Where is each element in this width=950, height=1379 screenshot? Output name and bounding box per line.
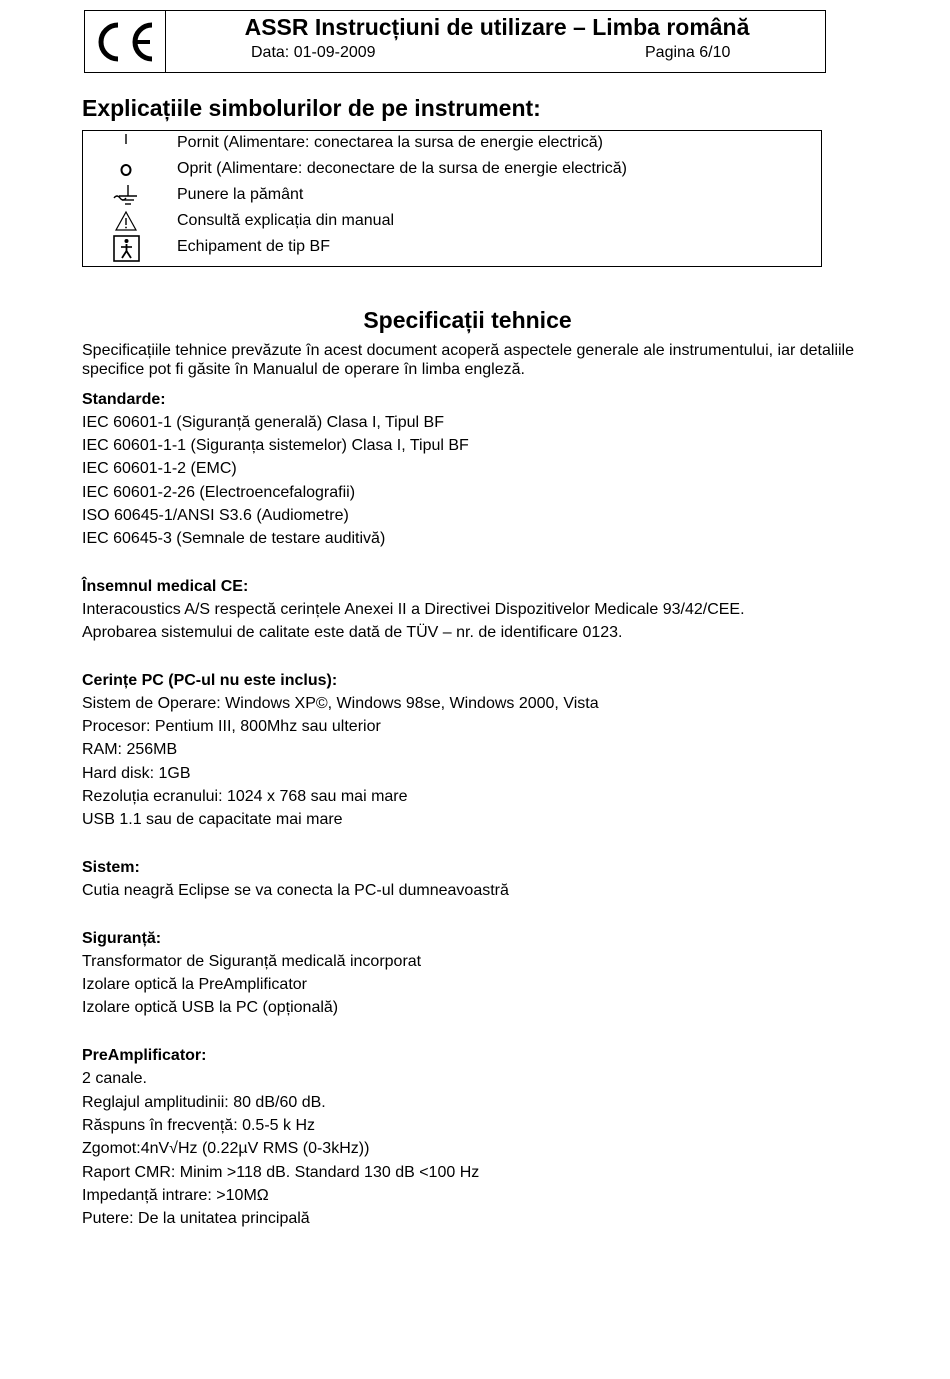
- preamplifier-line: Reglajul amplitudinii: 80 dB/60 dB.: [82, 1094, 326, 1111]
- pc-requirements-line: RAM: 256MB: [82, 741, 178, 758]
- preamplifier-line: Raport CMR: Minim >118 dB. Standard 130 dB <100 Hz: [82, 1164, 480, 1181]
- document-date: Data: 01-09-2009: [251, 44, 376, 61]
- ce-marking-line: Aprobarea sistemului de calitate este dată de TÜV – nr. de identificare 0123.: [82, 624, 623, 641]
- standards-line: IEC 60645-3 (Semnale de testare auditivă): [82, 530, 386, 547]
- bf-equipment-icon: [103, 235, 149, 261]
- symbol-label: Pornit (Alimentare: conectarea la sursa de energie electrică): [177, 134, 603, 151]
- standards-heading: Standarde:: [82, 391, 166, 408]
- preamplifier-line: 2 canale.: [82, 1070, 147, 1087]
- document-header: [84, 10, 826, 73]
- pc-requirements-line: USB 1.1 sau de capacitate mai mare: [82, 811, 343, 828]
- safety-line: Transformator de Siguranță medicală incorporat: [82, 953, 422, 970]
- pc-requirements-line: Procesor: Pentium III, 800Mhz sau ulterior: [82, 718, 381, 735]
- symbol-row: [83, 209, 821, 235]
- standards-line: IEC 60601-2-26 (Electroencefalografii): [82, 484, 356, 501]
- document-title: ASSR Instrucțiuni de utilizare – Limba română: [244, 14, 750, 40]
- warning-icon: [103, 209, 149, 235]
- ground-icon: [103, 183, 149, 209]
- system-line: Cutia neagră Eclipse se va conecta la PC-ul dumneavoastră: [82, 882, 509, 899]
- pc-requirements-line: Sistem de Operare: Windows XP©, Windows 98se, Windows 2000, Vista: [82, 695, 599, 712]
- ce-marking-line: Interacoustics A/S respectă cerințele Anexei II a Directivei Dispozitivelor Medicale 93/42/CEE.: [82, 601, 745, 618]
- symbol-row: [83, 157, 821, 183]
- symbol-row: [83, 235, 821, 261]
- standards-line: IEC 60601-1 (Siguranță generală) Clasa I, Tipul BF: [82, 414, 444, 431]
- system-heading: Sistem:: [82, 859, 140, 876]
- preamplifier-line: Putere: De la unitatea principală: [82, 1210, 310, 1227]
- symbol-label: Consultă explicația din manual: [177, 212, 395, 229]
- standards-line: IEC 60601-1-2 (EMC): [82, 460, 237, 477]
- symbol-label: Punere la pământ: [177, 186, 304, 203]
- symbol-row: [83, 183, 821, 209]
- preamplifier-line: Zgomot:4nV√Hz (0.22µV RMS (0-3kHz)): [82, 1140, 370, 1157]
- safety-line: Izolare optică USB la PC (opțională): [82, 999, 339, 1016]
- ce-marking-heading: Însemnul medical CE:: [82, 578, 249, 595]
- symbols-heading: Explicațiile simbolurilor de pe instrument:: [82, 95, 541, 121]
- power-on-icon: [103, 131, 149, 157]
- pc-requirements-line: Hard disk: 1GB: [82, 765, 191, 782]
- ce-mark-logo: [85, 11, 166, 72]
- power-off-icon: [103, 157, 149, 183]
- symbol-label: Oprit (Alimentare: deconectare de la sursa de energie electrică): [177, 160, 627, 177]
- safety-line: Izolare optică la PreAmplificator: [82, 976, 307, 993]
- symbol-row: [83, 131, 821, 157]
- symbols-table: [82, 130, 822, 267]
- pc-requirements-line: Rezoluția ecranului: 1024 x 768 sau mai mare: [82, 788, 408, 805]
- preamplifier-heading: PreAmplificator:: [82, 1047, 207, 1064]
- standards-line: ISO 60645-1/ANSI S3.6 (Audiometre): [82, 507, 349, 524]
- safety-heading: Siguranță:: [82, 930, 162, 947]
- spec-intro: Specificațiile tehnice prevăzute în acest document acoperă aspectele generale ale instrumentului, iar detaliile specifice pot fi găsite în Manualul de operare în limba engleză.: [82, 342, 855, 378]
- preamplifier-line: Impedanță intrare: >10MΩ: [82, 1187, 269, 1204]
- page-number: Pagina 6/10: [645, 44, 731, 61]
- pc-requirements-heading: Cerințe PC (PC-ul nu este inclus):: [82, 672, 338, 689]
- spec-title: Specificații tehnice: [363, 307, 572, 333]
- standards-line: IEC 60601-1-1 (Siguranța sistemelor) Clasa I, Tipul BF: [82, 437, 469, 454]
- symbol-label: Echipament de tip BF: [177, 238, 330, 255]
- preamplifier-line: Răspuns în frecvență: 0.5-5 k Hz: [82, 1117, 315, 1134]
